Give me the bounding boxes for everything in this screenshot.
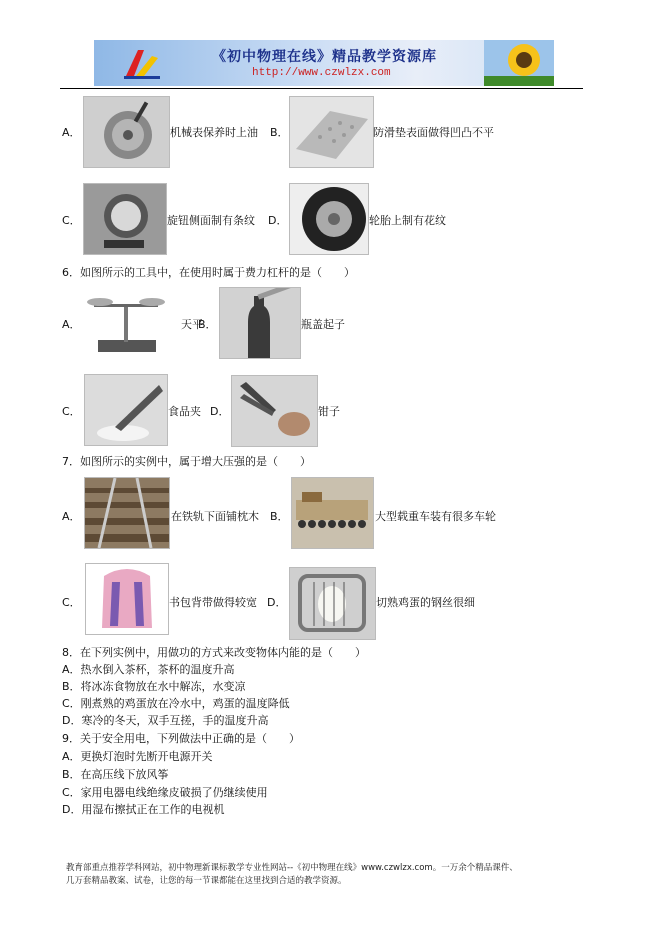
- q7-option-d-label: D．: [267, 596, 287, 609]
- banner-title: 《初中物理在线》精品教学资源库: [212, 49, 437, 65]
- q6-option-c-label: C．: [62, 405, 81, 418]
- anti-slip-mat-image: [289, 96, 374, 168]
- bottle-opener-image: [219, 287, 301, 359]
- q5-option-c-label: C．: [62, 214, 81, 227]
- header-banner: [94, 40, 554, 86]
- q6-option-a-text: 天平: [181, 318, 203, 331]
- knob-image: [83, 183, 167, 255]
- q7-option-d-text: 切熟鸡蛋的钢丝很细: [376, 596, 475, 609]
- q5-option-a-label: A．: [62, 126, 81, 139]
- q8-option-b: B．将冰冻食物放在水中解冻，水变凉: [62, 680, 246, 693]
- q8-option-d: D．寒冷的冬天，双手互搓，手的温度升高: [62, 714, 269, 727]
- school-bag-image: [85, 563, 169, 635]
- q8-option-a: A．热水倒入茶杯，茶杯的温度升高: [62, 663, 235, 676]
- q5-option-d-label: D．: [268, 214, 288, 227]
- q5-option-d-text: 轮胎上制有花纹: [369, 214, 446, 227]
- q5-option-b-text: 防滑垫表面做得凹凸不平: [373, 126, 494, 139]
- q6-option-b-label: B．: [198, 318, 217, 331]
- railway-track-image: [84, 477, 170, 549]
- q5-option-a-text: 机械表保养时上油: [170, 126, 258, 139]
- page-footer: [66, 862, 518, 888]
- q7-option-c-text: 书包背带做得较宽: [169, 596, 257, 609]
- egg-slicer-image: [289, 567, 376, 640]
- q7-option-c-label: C．: [62, 596, 81, 609]
- heavy-truck-image: [291, 477, 374, 549]
- balance-scale-image: [84, 286, 168, 356]
- q7-option-b-label: B．: [270, 510, 289, 523]
- q9-option-a: A．更换灯泡时先断开电源开关: [62, 750, 213, 763]
- q5-option-b-label: B．: [270, 126, 289, 139]
- header-rule: [60, 88, 583, 89]
- tire-image: [289, 183, 369, 255]
- q6-option-a-label: A．: [62, 318, 81, 331]
- q7-option-a-label: A．: [62, 510, 81, 523]
- q9-stem: 9．关于安全用电，下列做法中正确的是（ ）: [62, 732, 300, 745]
- site-logo-icon: [122, 46, 162, 80]
- banner-url[interactable]: http://www.czwlzx.com: [252, 67, 391, 79]
- footer-line-1: 教育部重点推荐学科网站，初中物理新课标教学专业性网站--《初中物理在线》www.czwlzx.com。一万余个精品课件、: [66, 863, 518, 873]
- q8-stem: 8．在下列实例中，用做功的方式来改变物体内能的是（ ）: [62, 646, 366, 659]
- food-tongs-image: [84, 374, 168, 446]
- q5-option-c-text: 旋钮侧面制有条纹: [167, 214, 255, 227]
- footer-line-2: 几万套精品教案、试卷，让您的每一节课都能在这里找到合适的教学资源。: [66, 876, 347, 886]
- q7-stem: 7．如图所示的实例中，属于增大压强的是（ ）: [62, 455, 311, 468]
- q9-option-d: D．用湿布擦拭正在工作的电视机: [62, 803, 225, 816]
- q7-option-a-text: 在铁轨下面铺枕木: [171, 510, 259, 523]
- q8-option-c: C．刚煮熟的鸡蛋放在冷水中，鸡蛋的温度降低: [62, 697, 290, 710]
- q6-option-d-label: D．: [210, 405, 230, 418]
- sunflower-icon: [484, 40, 554, 86]
- q6-option-d-text: 钳子: [318, 405, 340, 418]
- q9-option-b: B．在高压线下放风筝: [62, 768, 169, 781]
- q9-option-c: C．家用电器电线绝缘皮破损了仍继续使用: [62, 786, 268, 799]
- pliers-image: [231, 375, 318, 447]
- q6-option-c-text: 食品夹: [168, 405, 201, 418]
- q6-stem: 6．如图所示的工具中，在使用时属于费力杠杆的是（ ）: [62, 266, 355, 279]
- q6-option-b-text: 瓶盖起子: [301, 318, 345, 331]
- watch-oiling-image: [83, 96, 170, 168]
- q7-option-b-text: 大型载重车装有很多车轮: [375, 510, 496, 523]
